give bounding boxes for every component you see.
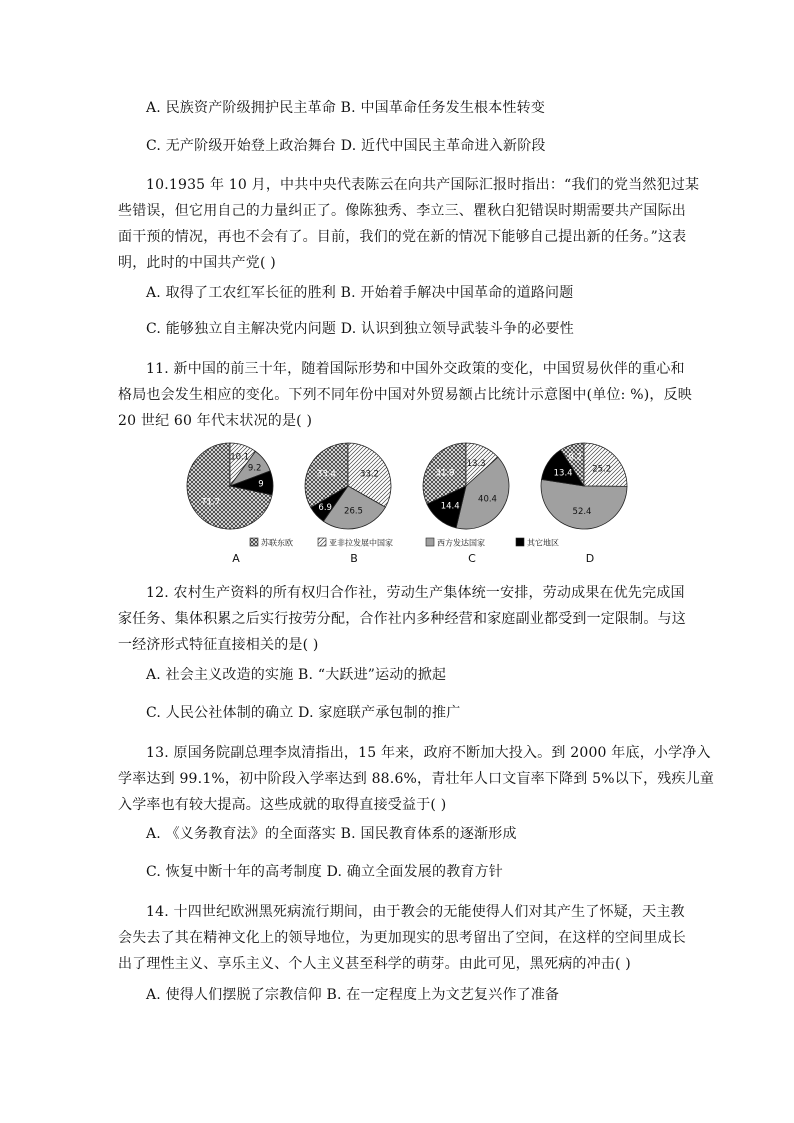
pie-A-value-label-2: 10.1 (230, 452, 250, 463)
q14-line-1: 14. 十四世纪欧洲黑死病流行期间，由于教会的无能使得人们对其产生了怀疑，天主教 (146, 904, 685, 920)
q11-line-1: 11. 新中国的前三十年，随着国际形势和中国外交政策的变化，中国贸易伙伴的重心和 (146, 361, 685, 377)
legend-label-1: 苏联东欧 (261, 538, 293, 548)
q12-line-3: 一经济形式特征直接相关的是( ) (118, 637, 319, 653)
pie-A-caption: A (232, 552, 240, 565)
q10-line-2: 些错误，但它用自己的力量纠正了。像陈独秀、李立三、瞿秋白犯错误时期需要共产国际出 (118, 203, 686, 219)
pie-C-value-label-2: 13.3 (466, 459, 486, 470)
pie-D-value-label-2: 25.2 (592, 464, 612, 475)
q13-stem (118, 740, 715, 818)
q10-line-3: 面干预的情况，再也不会有了。目前，我们的党在新的情况下能够自己提出新的任务。”这表 (118, 229, 687, 245)
pie-B-value-label-2: 33.2 (360, 469, 379, 480)
q12-option-row-1: A. 社会主义改造的实施 B. “大跃进”运动的掀起 (146, 667, 447, 683)
legend-swatch-1 (250, 538, 258, 546)
pie-C-caption: C (468, 552, 476, 565)
q14-line-3: 出了理性主义、享乐主义、个人主义甚至科学的萌芽。由此可见，黑死病的冲击( ) (118, 956, 631, 972)
q10-option-row-2: C. 能够独立自主解决党内问题 D. 认识到独立领导武装斗争的必要性 (146, 321, 574, 337)
q10-stem (118, 172, 700, 276)
pie-A-value-label-3: 9.2 (247, 463, 262, 474)
q11-line-2: 格局也会发生相应的变化。下列不同年份中国对外贸易额占比统计示意图中(单位: %)，反映 (118, 387, 692, 403)
q12-option-row-2: C. 人民公社体制的确立 D. 家庭联产承包制的推广 (146, 705, 461, 721)
pie-C-value-label-3: 40.4 (478, 494, 497, 505)
pie-D-value-label-3: 52.4 (572, 506, 592, 517)
q12-line-2: 家任务、集体积累之后实行按劳分配，合作社内多种经营和家庭副业都受到一定限制。与这 (118, 611, 686, 627)
q10-line-1: 10.1935 年 10 月，中共中央代表陈云在向共产国际汇报时指出：“我们的党当然犯过某 (146, 177, 700, 193)
legend-label-4: 其它地区 (527, 538, 559, 548)
q13-line-3: 入学率也有较大提高。这些成就的取得直接受益于( ) (118, 797, 447, 813)
trade-share-pie-charts (180, 434, 650, 570)
q12-line-1: 12. 农村生产资料的所有权归合作社，劳动生产集体统一安排，劳动成果在优先完成国 (146, 585, 685, 601)
pie-D-caption: D (585, 552, 595, 565)
q9-option-row-2: C. 无产阶级开始登上政治舞台 D. 近代中国民主革命进入新阶段 (146, 138, 546, 154)
q13-line-1: 13. 原国务院副总理李岚清指出，15 年来，政府不断加大投入。到 2000 年底，小学净入 (146, 745, 711, 761)
q11-stem (118, 356, 692, 434)
legend-label-3: 西方发达国家 (437, 538, 485, 548)
q14-stem (118, 899, 686, 977)
pie-B-value-label-1: 33.4 (316, 469, 336, 480)
pie-B-caption: B (350, 552, 358, 565)
pie-C-value-label-4: 14.4 (440, 501, 460, 512)
q12-stem (118, 580, 686, 658)
q11-line-3: 20 世纪 60 年代末状况的是( ) (118, 413, 313, 429)
pie-A-value-label-1: 71.7 (201, 497, 221, 508)
q13-line-2: 学率达到 99.1%，初中阶段入学率达到 88.6%，青壮年人口文盲率下降到 5%以下，残疾儿童 (118, 771, 715, 787)
pie-A-value-label-4: 9 (258, 479, 264, 490)
legend-swatch-2 (318, 538, 326, 546)
q13-option-row-1: A. 《义务教育法》的全面落实 B. 国民教育体系的逐渐形成 (146, 826, 517, 842)
pie-B-value-label-4: 6.9 (318, 503, 332, 513)
q10-line-4: 明，此时的中国共产党( ) (118, 255, 276, 271)
pie-D-value-label-4: 13.4 (553, 468, 573, 479)
legend-swatch-3 (426, 538, 434, 546)
pie-D-value-label-1: 9.2 (568, 452, 582, 463)
pie-B-value-label-3: 26.5 (344, 506, 363, 517)
chart-legend (250, 538, 559, 548)
q13-option-row-2: C. 恢复中断十年的高考制度 D. 确立全面发展的教育方针 (146, 864, 503, 880)
legend-swatch-4 (516, 538, 524, 546)
q10-option-row-1: A. 取得了工农红军长征的胜利 B. 开始着手解决中国革命的道路问题 (146, 285, 574, 301)
legend-label-2: 亚非拉发展中国家 (329, 538, 393, 548)
pie-C-value-label-1: 31.9 (435, 468, 455, 479)
q14-option-row-1: A. 使得人们摆脱了宗教信仰 B. 在一定程度上为文艺复兴作了准备 (146, 987, 560, 1003)
q9-option-row-1: A. 民族资产阶级拥护民主革命 B. 中国革命任务发生根本性转变 (146, 100, 546, 116)
pie-D-slice-3 (541, 479, 627, 529)
q14-line-2: 会失去了其在精神文化上的领导地位，为更加现实的思考留出了空间，在这样的空间里成长 (118, 930, 686, 946)
